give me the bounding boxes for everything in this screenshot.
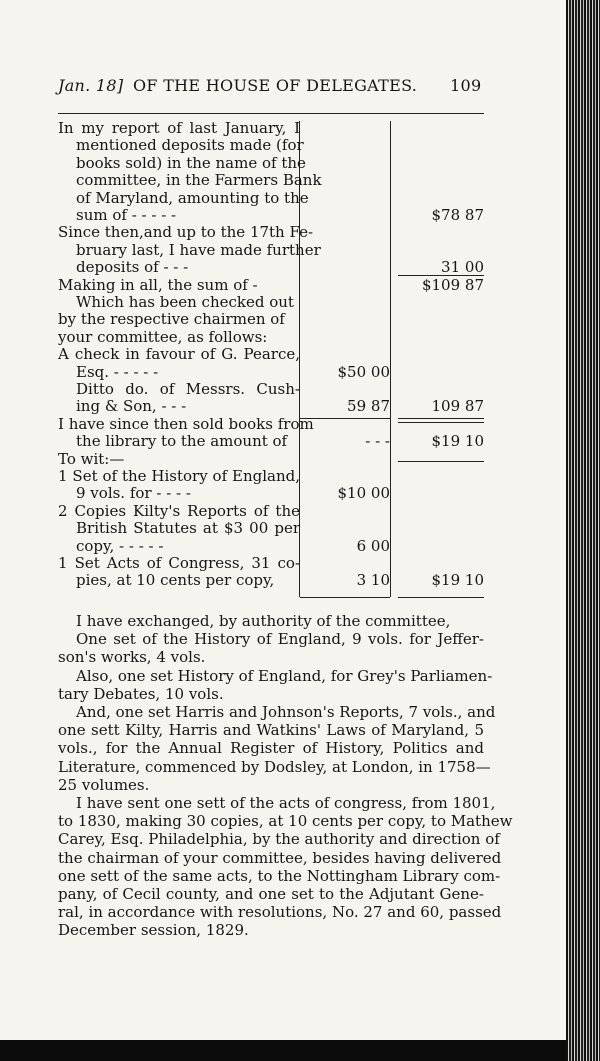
ledger-total: $78 87 xyxy=(431,206,484,224)
paragraph-line: December session, 1829. xyxy=(58,921,249,940)
paragraph-line: one sett Kilty, Harris and Watkins' Laws of Maryland, 5 xyxy=(58,721,484,740)
paragraph-line: the chairman of your committee, besides having delivered xyxy=(58,848,502,867)
ledger-line-text: Esq. - - - - - xyxy=(76,362,159,381)
ledger-line-text: committee, in the Farmers Bank xyxy=(76,171,322,190)
page-shadow xyxy=(0,1040,566,1061)
column-rule-middle xyxy=(390,121,391,597)
header-rule xyxy=(58,113,484,114)
ledger-amount: $10 00 xyxy=(337,484,390,503)
ledger-total: $19 10 xyxy=(431,571,484,590)
paragraph-line: And, one set Harris and Johnson's Reports, 7 vols., and xyxy=(76,703,496,721)
ledger-line-text: your committee, as follows: xyxy=(58,327,268,346)
ledger-line-text: books sold) in the name of the xyxy=(76,153,306,172)
ledger-line-text: copy, - - - - - xyxy=(76,536,164,555)
paragraph-line: vols., for the Annual Register of History, Politics and xyxy=(58,739,484,758)
total-rule-3 xyxy=(398,461,484,462)
ledger-line-text: ing & Son, - - - xyxy=(76,397,187,416)
ledger-total: $109 87 xyxy=(421,275,484,294)
ledger-total: 109 87 xyxy=(431,397,484,416)
running-head-date: Jan. 18] xyxy=(58,76,124,95)
ledger-line-text: I have since then sold books from xyxy=(58,414,314,433)
ledger-total: 31 00 xyxy=(441,258,484,277)
page-edge xyxy=(566,0,600,1061)
paragraph-line: Carey, Esq. Philadelphia, by the authority and direction of xyxy=(58,830,500,849)
ledger-amount: $50 00 xyxy=(337,362,390,381)
ledger-line-text: A check in favour of G. Pearce, xyxy=(58,345,300,364)
paragraph-line: tary Debates, 10 vols. xyxy=(58,684,224,703)
paragraph-line: One set of the History of England, 9 vols. for Jeffer- xyxy=(76,630,484,649)
ledger-line-text: deposits of - - - xyxy=(76,258,189,277)
ledger-line-text: 9 vols. for - - - - xyxy=(76,484,191,503)
bottom-rule-right xyxy=(398,597,484,598)
ledger-line-text: 2 Copies Kilty's Reports of the xyxy=(58,501,300,520)
page-number: 109 xyxy=(450,76,482,95)
ledger-line-text: British Statutes at $3 00 per xyxy=(76,519,300,538)
ledger-line-text: 1 Set Acts of Congress, 31 co- xyxy=(58,554,300,572)
paragraph-line: Literature, commenced by Dodsley, at London, in 1758— xyxy=(58,757,491,776)
ledger-line-text: Making in all, the sum of - xyxy=(58,275,258,294)
ledger-line-text: Which has been checked out xyxy=(76,293,294,311)
ledger-amount: 59 87 xyxy=(347,397,390,416)
ledger-line-text: mentioned deposits made (for xyxy=(76,136,304,155)
paragraph-line: I have exchanged, by authority of the committee, xyxy=(76,612,451,630)
ledger-line-text: the library to the amount of xyxy=(76,432,288,451)
ledger-line-text: In my report of last January, I xyxy=(58,119,300,137)
bottom-rule-left xyxy=(300,597,390,598)
total-rule-2 xyxy=(398,422,484,423)
ledger-total: $19 10 xyxy=(431,432,484,451)
paragraph-line: one sett of the same acts, to the Nottingham Library com- xyxy=(58,866,501,885)
ledger-line-text: Ditto do. of Messrs. Cush- xyxy=(76,380,300,398)
paragraph-line: to 1830, making 30 copies, at 10 cents per copy, to Mathew xyxy=(58,812,513,831)
paragraph-line: son's works, 4 vols. xyxy=(58,648,206,667)
ledger-amount: 6 00 xyxy=(356,536,390,555)
ledger-amount: 3 10 xyxy=(356,571,390,590)
ledger-line-text: of Maryland, amounting to the xyxy=(76,188,309,207)
ledger-line-text: by the respective chairmen of xyxy=(58,310,285,329)
paragraph-line: 25 volumes. xyxy=(58,775,150,794)
running-head-title: OF THE HOUSE OF DELEGATES. xyxy=(133,76,418,95)
ledger-line-text: 1 Set of the History of England, xyxy=(58,467,300,485)
paragraph-line: I have sent one sett of the acts of congress, from 1801, xyxy=(76,794,496,812)
ledger-line-text: To wit:— xyxy=(58,449,125,468)
ledger-amount: - - - xyxy=(365,432,390,451)
ledger-line-text: sum of - - - - - xyxy=(76,206,177,224)
ledger-line-text: Since then,and up to the 17th Fe- xyxy=(58,223,314,242)
ledger-line-text: bruary last, I have made further xyxy=(76,240,321,259)
paragraph-line: ral, in accordance with resolutions, No. 27 and 60, passed xyxy=(58,903,502,922)
paragraph-line: pany, of Cecil county, and one set to the Adjutant Gene- xyxy=(58,885,484,903)
ledger-line-text: pies, at 10 cents per copy, xyxy=(76,571,275,590)
total-rule-1 xyxy=(398,418,484,419)
paragraph-line: Also, one set History of England, for Grey's Parliamen- xyxy=(76,666,493,685)
